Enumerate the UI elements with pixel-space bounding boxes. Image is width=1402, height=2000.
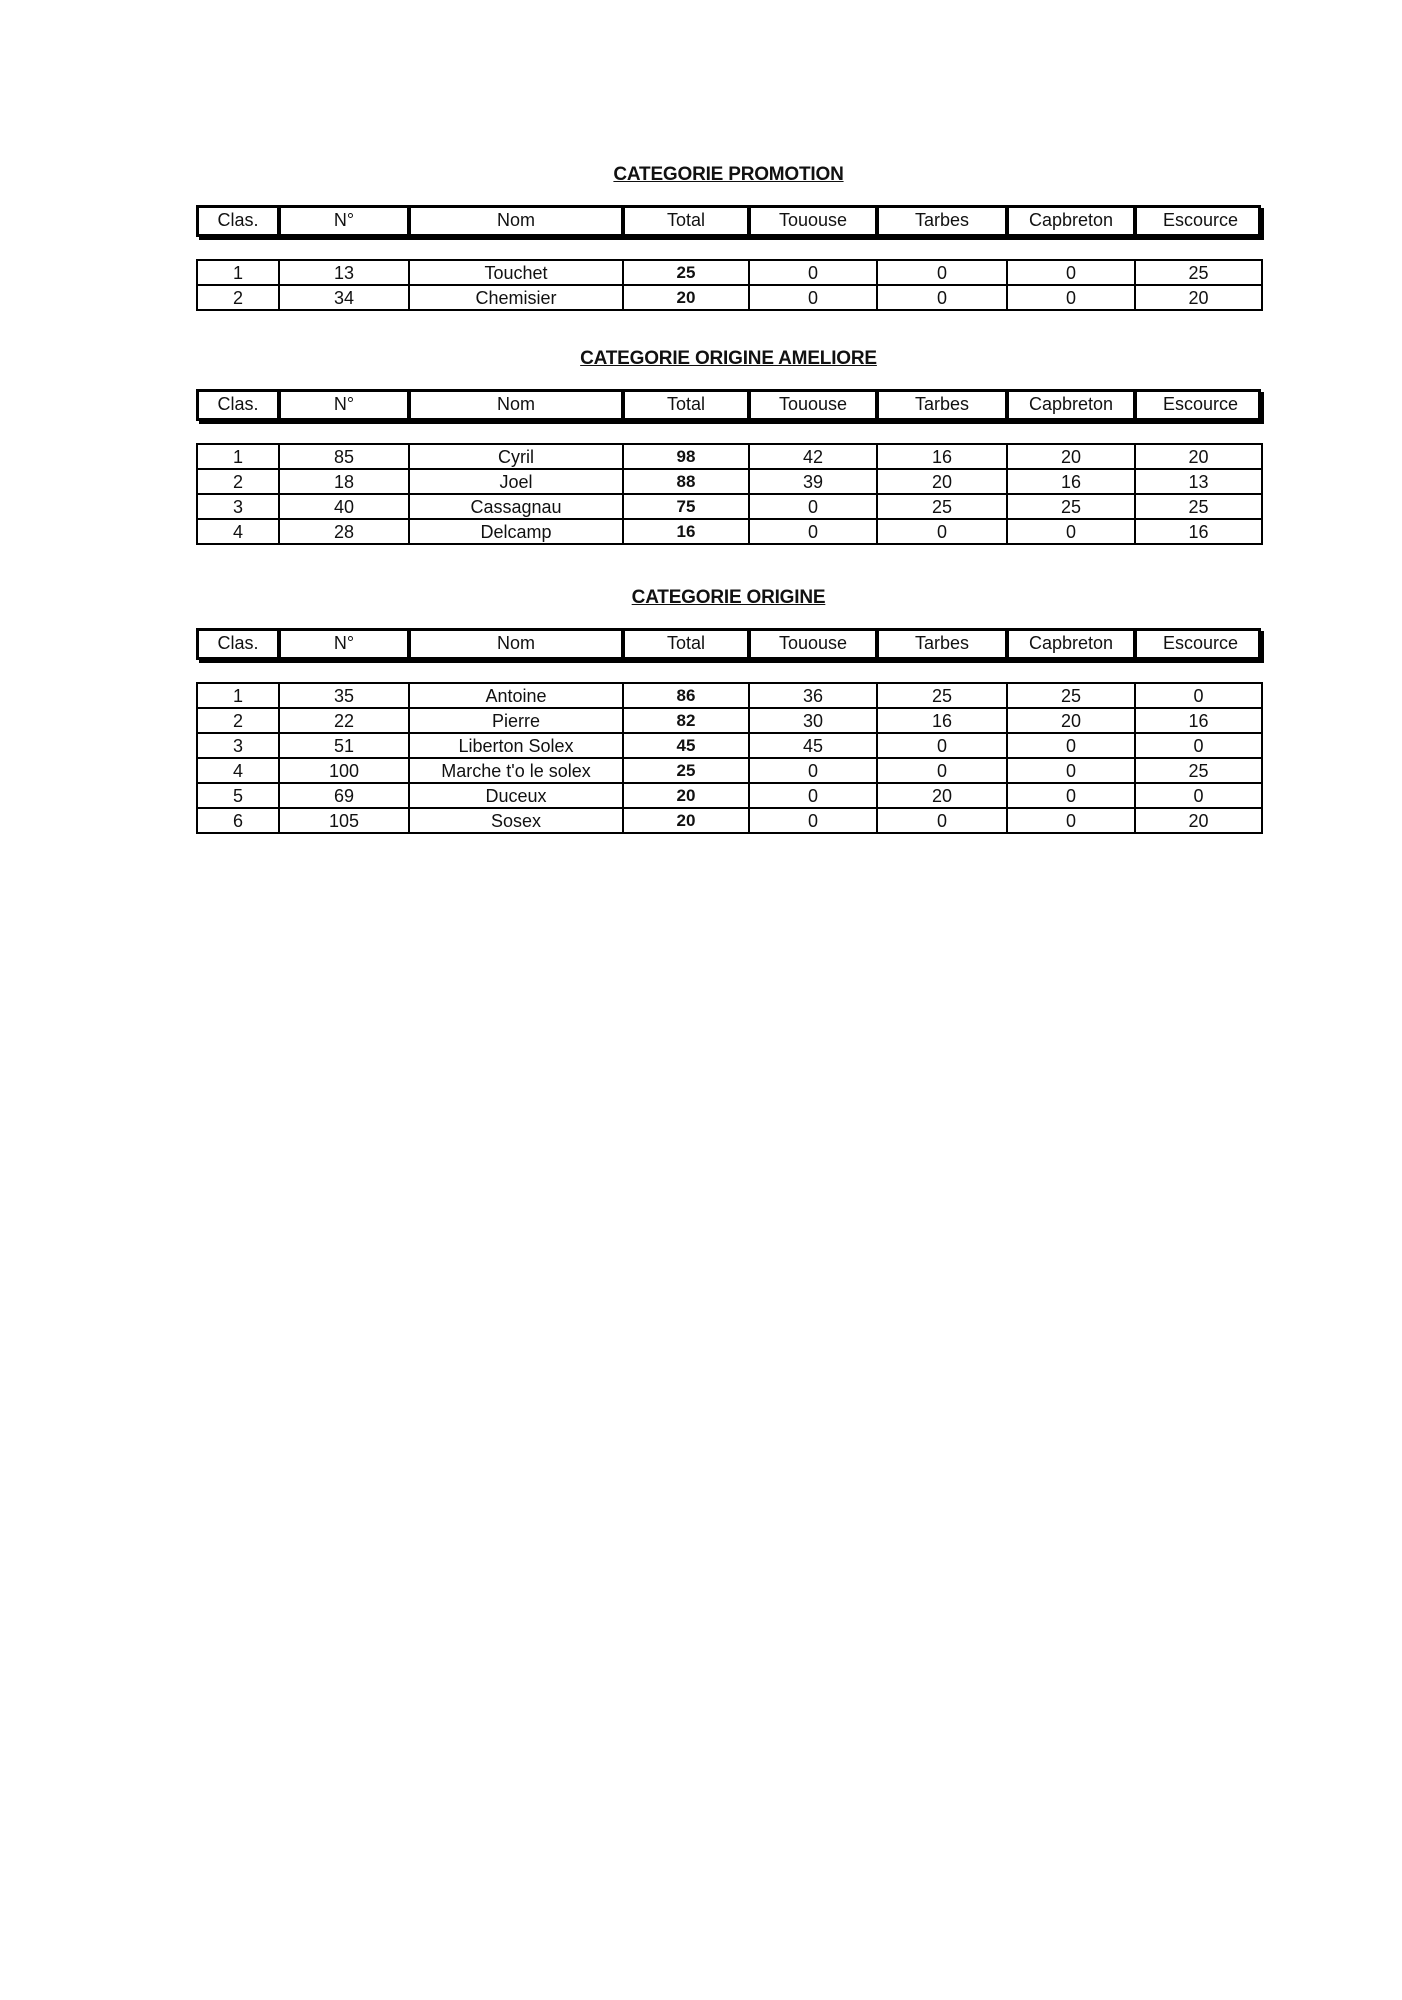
- table-cell: 0: [1007, 808, 1135, 833]
- table-cell: 0: [749, 285, 877, 310]
- table-cell: 40: [279, 494, 409, 519]
- table-cell: 25: [623, 758, 749, 783]
- column-header: Escource: [1162, 394, 1239, 414]
- table-cell: 105: [279, 808, 409, 833]
- table-cell: 25: [1135, 260, 1262, 285]
- column-header: Clas.: [199, 631, 281, 657]
- table-cell: 69: [279, 783, 409, 808]
- column-header: N°: [281, 392, 411, 418]
- table-cell: 0: [877, 285, 1007, 310]
- table-row: [197, 758, 1262, 783]
- table-cell: 1: [197, 260, 279, 285]
- column-header-row: [196, 628, 1261, 660]
- table-cell: 16: [1135, 519, 1262, 544]
- table-cell: 2: [197, 708, 279, 733]
- table-cell: 45: [749, 733, 877, 758]
- table-cell: 1: [197, 444, 279, 469]
- category-section: [196, 162, 1261, 311]
- table-cell: 0: [1007, 519, 1135, 544]
- table-cell: Delcamp: [409, 519, 623, 544]
- table-cell: 88: [623, 469, 749, 494]
- table-cell: 20: [623, 783, 749, 808]
- table-cell: 85: [279, 444, 409, 469]
- table-cell: 30: [749, 708, 877, 733]
- table-row: [197, 444, 1262, 469]
- category-title: CATEGORIE ORIGINE AMELIORE: [580, 348, 877, 369]
- table-row: [197, 808, 1262, 833]
- table-cell: 16: [623, 519, 749, 544]
- table-cell: 6: [197, 808, 279, 833]
- table-row: [197, 733, 1262, 758]
- table-cell: Antoine: [409, 683, 623, 708]
- table-cell: Chemisier: [409, 285, 623, 310]
- table-cell: 20: [1135, 285, 1262, 310]
- table-cell: 25: [1007, 683, 1135, 708]
- table-cell: Marche t'o le solex: [409, 758, 623, 783]
- table-cell: 25: [623, 260, 749, 285]
- table-cell: Joel: [409, 469, 623, 494]
- column-header: Tououse: [751, 631, 879, 657]
- table-cell: 0: [1135, 733, 1262, 758]
- table-cell: 100: [279, 758, 409, 783]
- table-cell: 45: [623, 733, 749, 758]
- table-cell: 16: [877, 708, 1007, 733]
- column-header: Total: [625, 208, 751, 234]
- table-cell: 25: [1135, 758, 1262, 783]
- column-header: Tououse: [751, 208, 879, 234]
- table-cell: 51: [279, 733, 409, 758]
- table-cell: 0: [1135, 783, 1262, 808]
- table-cell: 20: [877, 469, 1007, 494]
- column-header: Nom: [411, 392, 625, 418]
- column-header: Clas.: [199, 208, 281, 234]
- table-cell: 20: [623, 808, 749, 833]
- table-cell: Sosex: [409, 808, 623, 833]
- table-cell: 0: [749, 758, 877, 783]
- table-row: [197, 285, 1262, 310]
- table-cell: 25: [1007, 494, 1135, 519]
- table-cell: 34: [279, 285, 409, 310]
- table-cell: 0: [749, 519, 877, 544]
- table-cell: Duceux: [409, 783, 623, 808]
- column-header: Capbreton: [1009, 631, 1137, 657]
- column-header-row: [196, 389, 1261, 421]
- column-header: Tarbes: [879, 208, 1009, 234]
- column-header: Tarbes: [879, 392, 1009, 418]
- table-cell: 20: [877, 783, 1007, 808]
- column-header: Escource: [1162, 210, 1239, 230]
- column-header: Total: [625, 392, 751, 418]
- table-cell: 1: [197, 683, 279, 708]
- column-header: Capbreton: [1009, 208, 1137, 234]
- table-cell: 0: [1007, 733, 1135, 758]
- table-cell: 0: [877, 733, 1007, 758]
- table-cell: 16: [877, 444, 1007, 469]
- column-header: Capbreton: [1009, 392, 1137, 418]
- column-header: Total: [625, 631, 751, 657]
- table-cell: 3: [197, 733, 279, 758]
- column-header: N°: [281, 631, 411, 657]
- column-header: Nom: [411, 208, 625, 234]
- table-cell: 0: [1007, 260, 1135, 285]
- table-row: [197, 708, 1262, 733]
- category-title: CATEGORIE ORIGINE: [631, 587, 826, 608]
- table-cell: 20: [1135, 808, 1262, 833]
- table-cell: 0: [1007, 783, 1135, 808]
- table-cell: Liberton Solex: [409, 733, 623, 758]
- table-cell: 18: [279, 469, 409, 494]
- column-header: Clas.: [199, 392, 281, 418]
- column-header: Nom: [411, 631, 625, 657]
- table-cell: 0: [1007, 758, 1135, 783]
- results-table: [196, 682, 1263, 834]
- table-cell: 2: [197, 469, 279, 494]
- category-title: CATEGORIE PROMOTION: [613, 164, 844, 185]
- table-cell: 25: [877, 683, 1007, 708]
- table-cell: 2: [197, 285, 279, 310]
- table-cell: 0: [749, 494, 877, 519]
- table-cell: 13: [279, 260, 409, 285]
- table-row: [197, 783, 1262, 808]
- table-cell: 0: [1007, 285, 1135, 310]
- table-cell: 28: [279, 519, 409, 544]
- results-table: [196, 443, 1263, 545]
- table-cell: 20: [1135, 444, 1262, 469]
- table-cell: 0: [1135, 683, 1262, 708]
- table-cell: 16: [1007, 469, 1135, 494]
- table-row: [197, 519, 1262, 544]
- table-cell: 75: [623, 494, 749, 519]
- column-header: Tououse: [751, 392, 879, 418]
- table-cell: 22: [279, 708, 409, 733]
- table-cell: 0: [749, 808, 877, 833]
- table-cell: 4: [197, 519, 279, 544]
- table-cell: 20: [623, 285, 749, 310]
- table-cell: 13: [1135, 469, 1262, 494]
- results-table: [196, 259, 1263, 311]
- table-cell: 42: [749, 444, 877, 469]
- table-cell: Touchet: [409, 260, 623, 285]
- table-cell: 98: [623, 444, 749, 469]
- table-cell: 36: [749, 683, 877, 708]
- table-cell: 0: [877, 519, 1007, 544]
- table-cell: 0: [749, 783, 877, 808]
- table-cell: 3: [197, 494, 279, 519]
- table-cell: 5: [197, 783, 279, 808]
- table-row: [197, 494, 1262, 519]
- table-cell: 16: [1135, 708, 1262, 733]
- table-cell: 0: [877, 260, 1007, 285]
- table-cell: 4: [197, 758, 279, 783]
- table-cell: 25: [877, 494, 1007, 519]
- column-header: Escource: [1162, 633, 1239, 653]
- table-cell: 35: [279, 683, 409, 708]
- table-cell: 0: [877, 808, 1007, 833]
- table-cell: Cyril: [409, 444, 623, 469]
- table-row: [197, 469, 1262, 494]
- table-cell: Cassagnau: [409, 494, 623, 519]
- column-header: N°: [281, 208, 411, 234]
- column-header: Tarbes: [879, 631, 1009, 657]
- table-cell: 0: [877, 758, 1007, 783]
- table-cell: 25: [1135, 494, 1262, 519]
- table-cell: 0: [749, 260, 877, 285]
- table-cell: 39: [749, 469, 877, 494]
- table-cell: 20: [1007, 708, 1135, 733]
- table-cell: 20: [1007, 444, 1135, 469]
- table-cell: 82: [623, 708, 749, 733]
- category-section: [196, 585, 1261, 834]
- category-section: [196, 346, 1261, 545]
- table-row: [197, 683, 1262, 708]
- table-cell: 86: [623, 683, 749, 708]
- column-header-row: [196, 205, 1261, 237]
- table-row: [197, 260, 1262, 285]
- table-cell: Pierre: [409, 708, 623, 733]
